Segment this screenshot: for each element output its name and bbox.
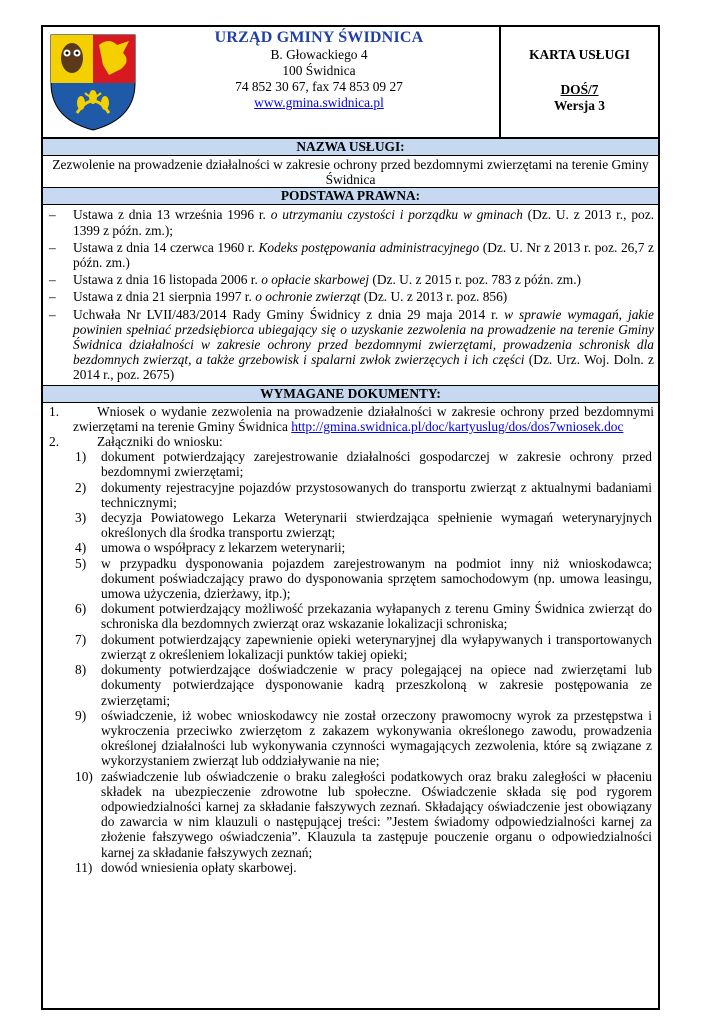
document-item: 2. Załączniki do wniosku: [49,434,223,450]
list-item: – Ustawa z dnia 13 września 1996 r. o utrzymaniu czystości i porządku w gminach (Dz. U. z 2013 r., poz. 1399 z późn. zm.); [49,207,655,238]
header [43,27,658,139]
card-code: DOŚ/7 [560,82,599,97]
application-form-link[interactable]: http://gmina.swidnica.pl/doc/kartyuslug/dos/dos7wniosek.doc [291,418,624,434]
card-title: KARTA USŁUGI [529,47,630,62]
documents-list [43,403,658,875]
attachment-item: 9) oświadczenie, iż wobec wnioskodawcy nie został orzeczony prawomocny wyrok za przestępstwa i wykroczenia przeciwko zwierzętom z zakazem wykonywania określonego zawodu, prowadzenia określonej działalności lub wykonywania czynności wymagających zezwolenia, które są związane z wykorzystaniem zwierząt lub oddziaływanie na nie; [75,707,652,769]
phone-fax: 74 852 30 67, fax 74 853 09 27 [235,79,403,94]
attachment-item: 7) dokument potwierdzający zapewnienie opieki weterynaryjnej dla wyłapywanych i transportowanych zwierząt z określeniem lokalizacji punktów takiej opieki; [75,631,652,662]
list-item: – Uchwała Nr LVII/483/2014 Rady Gminy Świdnicy z dnia 29 maja 2014 r. w sprawie wymagań, jakie powinien spełniać przedsiębiorca ubiegający się o uzyskanie zezwolenia na prowadzenie na terenie Gminy Świdnica działalności w zakresie ochrony przed bezdomnymi zwierzętami, prowadzenia schronisk dla bezdomnych zwierząt, a także grzebowisk i spalarni zwłok zwierzęcych i ich części (Dz. Urz. Woj. Doln. z 2014 r., poz. 2675) [49,306,654,383]
service-name-text: Zezwolenie na prowadzenie działalności w zakresie ochrony przed bezdomnymi zwierzętami na terenie Gminy Świdnica [43,156,658,188]
address-line2: 100 Świdnica [282,63,356,78]
attachment-item: 1) dokument potwierdzający zarejestrowanie działalności gospodarczej w zakresie ochrony przed bezdomnymi zwierzętami; [75,449,652,480]
office-name: URZĄD GMINY ŚWIDNICA [214,29,424,46]
attachment-item: 4) umowa o współpracy z lekarzem weterynarii; [75,540,346,556]
legal-basis-heading: PODSTAWA PRAWNA: [43,188,658,205]
attachment-item: 2) dokumenty rejestracyjne pojazdów przystosowanych do transportu zwierząt z aktualnymi badaniami technicznymi; [75,479,652,510]
card-info [501,27,658,137]
document-item: 1. Wniosek o wydanie zezwolenia na prowadzenie działalności w zakresie ochrony przed bezdomnymi zwierzętami na terenie Gminy Świdnica http://gmina.swidnica.pl/doc/kartyuslug/dos/dos7wniosek.doc [49,403,654,434]
card-version: Wersja 3 [554,98,605,113]
service-name-heading: NAZWA USŁUGI: [43,139,658,156]
attachment-item: 11) dowód wniesienia opłaty skarbowej. [75,859,297,875]
website-link[interactable]: www.gmina.swidnica.pl [254,95,384,110]
attachment-item: 10) zaświadczenie lub oświadczenie o braku zaległości podatkowych oraz braku zaległości w płaceniu składek na ubezpieczenie zdrowotne lub społeczne. Oświadczenie składa się pod rygorem odpowiedzialności karnej za składanie fałszywych zeznań. Składający oświadczenie jest obowiązany do zawarcia w nim klauzuli o następującej treści: ”Jestem świadomy odpowiedzialności karnej za złożenie fałszywego oświadczenia”. Klauzula ta zastępuje pouczenie organu o odpowiedzialności karnej za składanie fałszywych zeznań; [75,768,652,860]
office-info [139,27,501,137]
address-line1: B. Głowackiego 4 [270,47,368,62]
legal-basis-list [43,205,658,385]
coat-of-arms-icon [47,31,139,133]
attachment-item: 3) decyzja Powiatowego Lekarza Weterynarii stwierdzająca spełnienie wymagań weterynaryjnych określonych dla środka transportu zwierząt; [75,510,652,541]
service-card [41,25,660,1010]
attachment-item: 5) w przypadku dysponowania pojazdem zarejestrowanym na podmiot inny niż wnioskodawca; dokument poświadczający prawo do dysponowania sprzętem samochodowym (np. umowa leasingu, umowa użyczenia, dzierżawy, itp.); [75,555,652,602]
list-item: – Ustawa z dnia 14 czerwca 1960 r. Kodeks postępowania administracyjnego (Dz. U. Nr z 2013 r. poz. 26,7 z późn. zm.) [49,239,654,271]
list-item: – Ustawa z dnia 16 listopada 2006 r. o opłacie skarbowej (Dz. U. z 2015 r. poz. 783 z późn. zm.) [49,272,582,288]
attachment-item: 6) dokument potwierdzający możliwość przekazania wyłapanych z terenu Gminy Świdnica zwierząt do schroniska dla bezdomnych zwierząt oraz wskazanie lokalizacji schroniska; [75,601,652,632]
list-item: – Ustawa z dnia 21 sierpnia 1997 r. o ochronie zwierząt (Dz. U. z 2013 r. poz. 856) [49,289,508,305]
documents-heading: WYMAGANE DOKUMENTY: [43,386,658,403]
attachment-item: 8) dokumenty potwierdzające doświadczenie w pracy polegającej na opiece nad zwierzętami lub dokumenty potwierdzające dysponowanie kadrą przeszkoloną w zakresie postępowania ze zwierzętami; [75,662,652,708]
